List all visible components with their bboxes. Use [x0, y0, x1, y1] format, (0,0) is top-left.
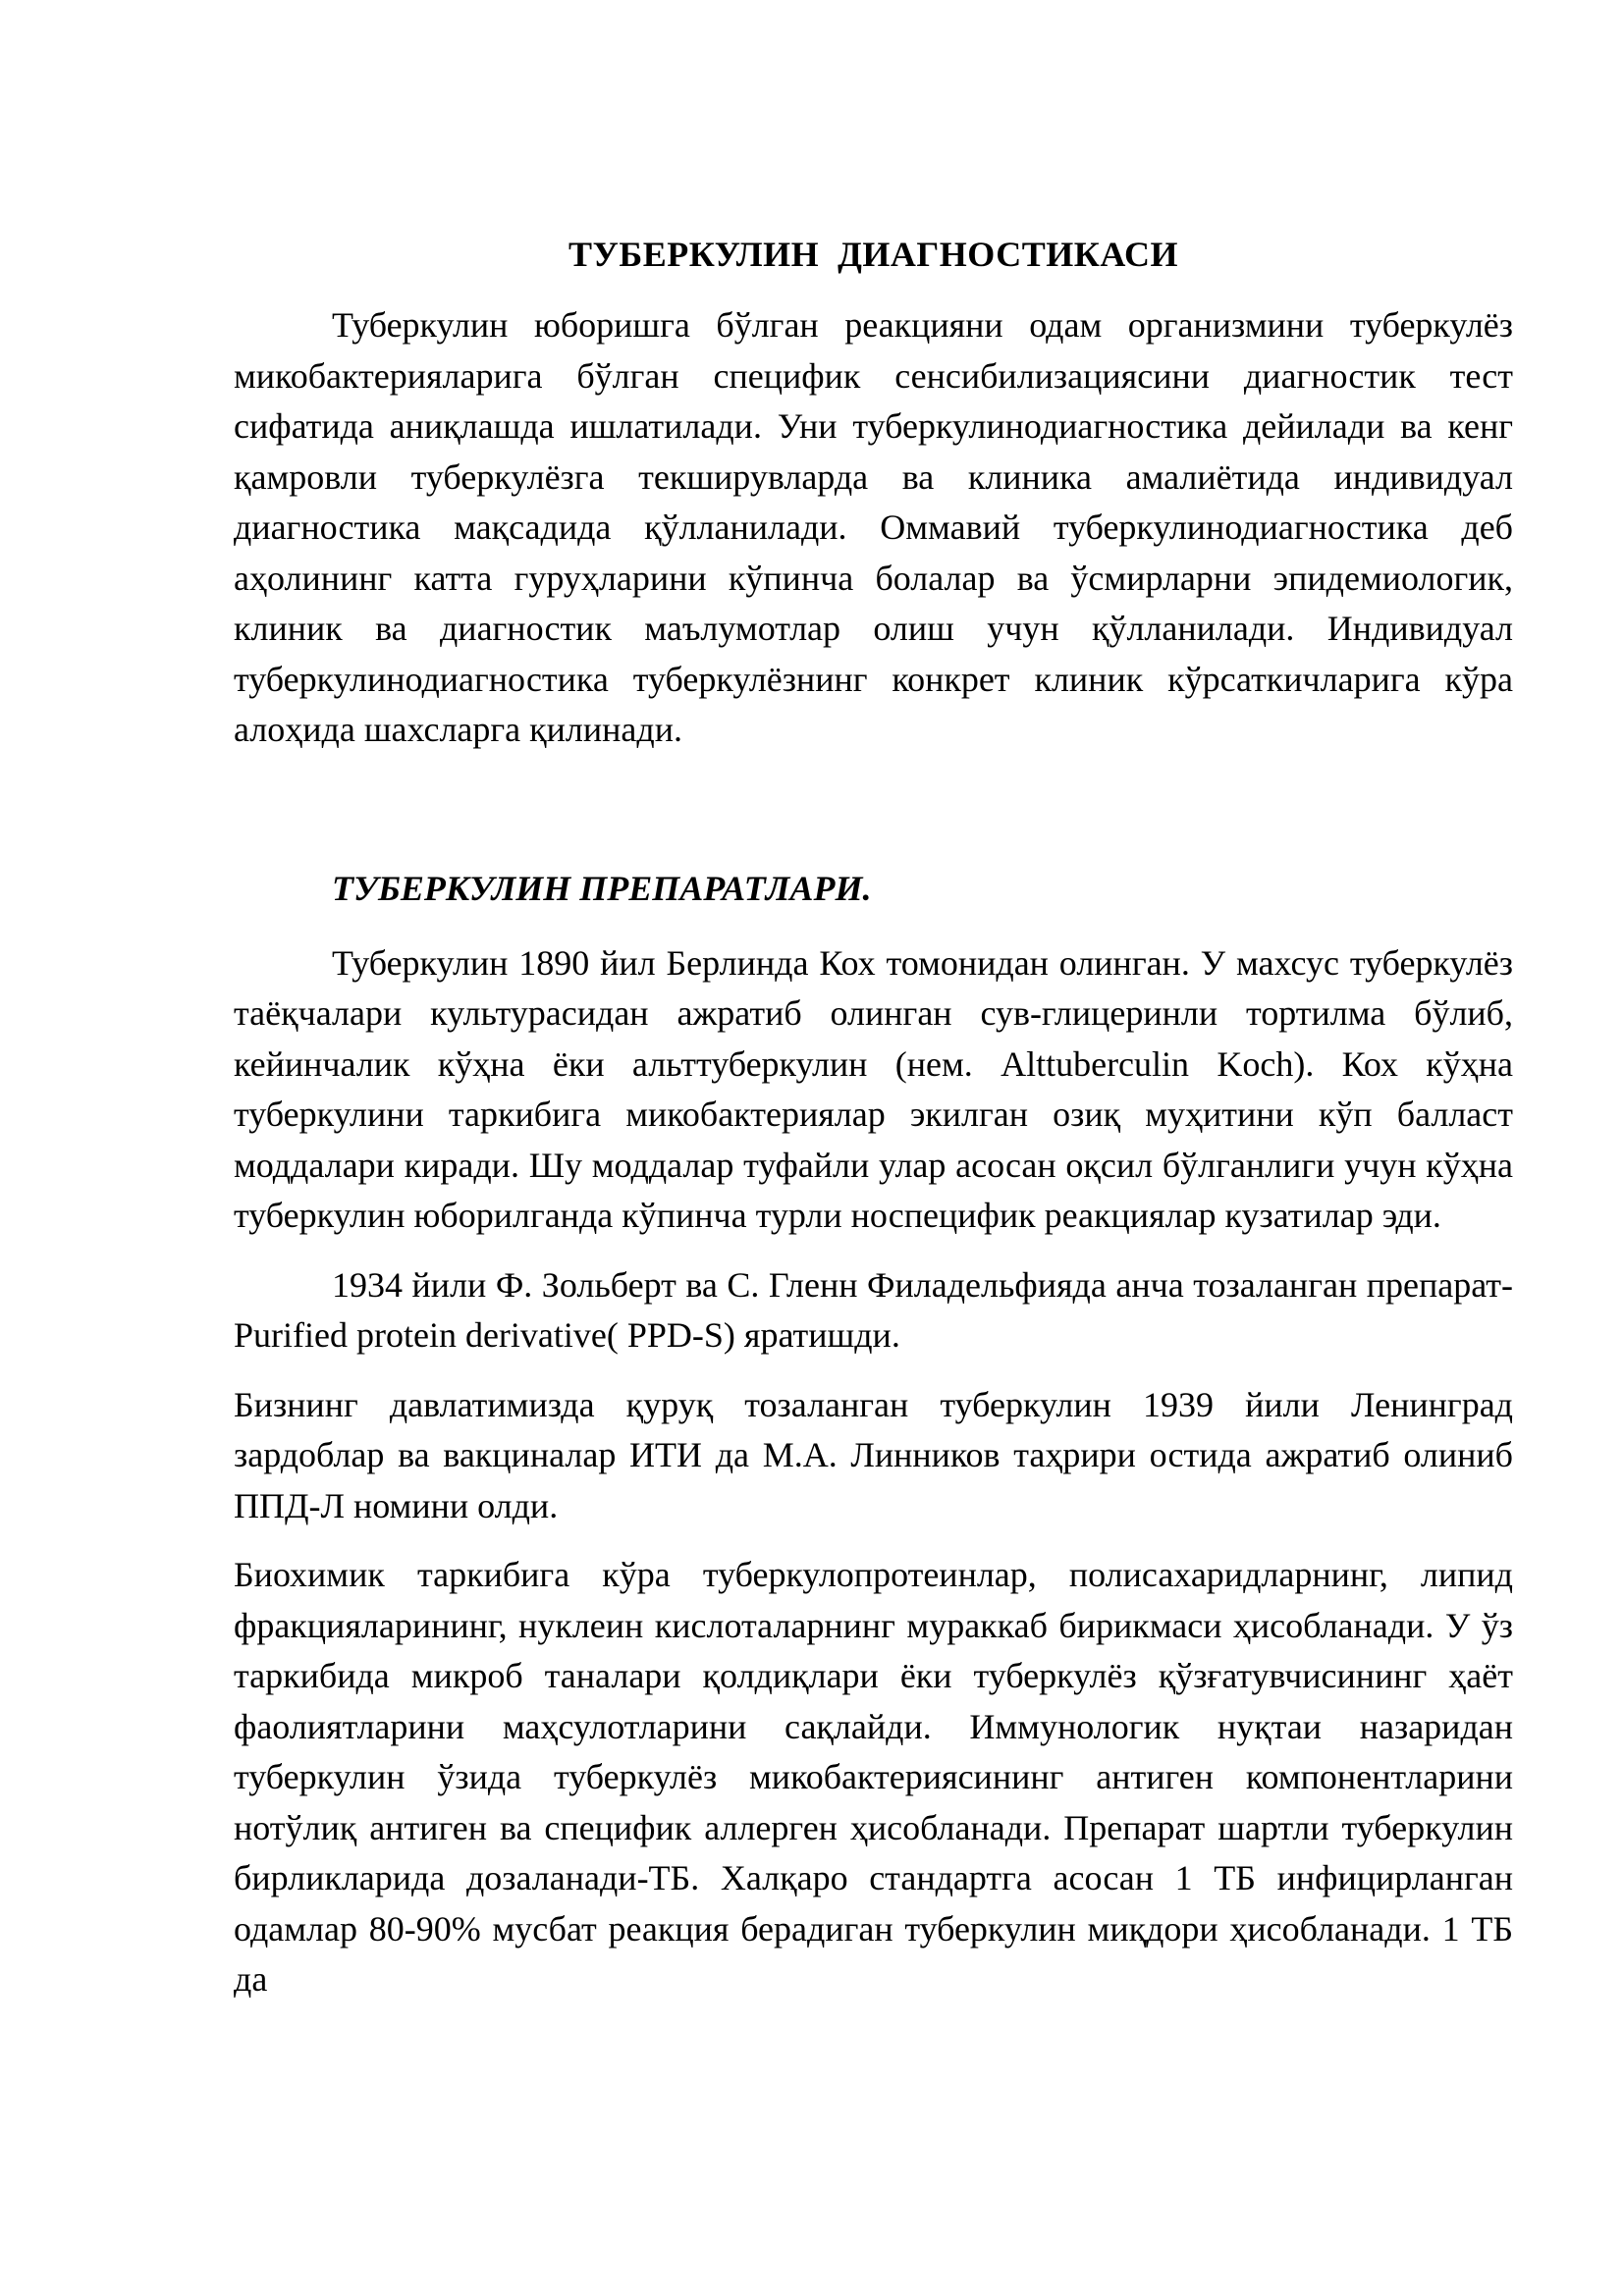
page-title: ТУБЕРКУЛИН ДИАГНОСТИКАСИ: [568, 235, 1179, 274]
paragraph-ppd-l: Бизнинг давлатимизда қуруқ тозаланган туберкулин 1939 йили Ленинград зардоблар ва вакциналар ИТИ да М.А. Линников таҳрири остида ажратиб олиниб ППД-Л номини олди.: [234, 1384, 1513, 1525]
paragraph-biochemistry: Биохимик таркибига кўра туберкулопротеинлар, полисахаридларнинг, липид фракцияларининг, нуклеин кислоталарнинг мураккаб бирикмаси ҳисобланади. У ўз таркибида микроб таналари қолдиқлари ёки туберкулёз қўзғатувчисининг ҳаёт фаолиятларини маҳсулотларини сақлайди. Иммунологик нуқтаи назаридан туберкулин ўзида туберкулёз микобактериясининг антиген компонентларини нотўлиқ антиген ва специфик аллерген ҳисобланади. Препарат шартли туберкулин бирликларида дозаланади-ТБ. Халқаро стандартга асосан 1 ТБ инфицирланган одамлар 80-90% мусбат реакция берадиган туберкулин миқдори ҳисобланади. 1 ТБ да: [234, 1555, 1513, 1999]
section-heading: ТУБЕРКУЛИН ПРЕПАРАТЛАРИ.: [332, 868, 872, 908]
paragraph-ppd-s: 1934 йили Ф. Зольберт ва С. Гленн Филадельфияда анча тозаланган препарат- Purified protein derivative( PPD-S) яратишди.: [234, 1264, 1513, 1355]
intro-paragraph: Туберкулин юборишга бўлган реакцияни одам организмини туберкулёз микобактерияларига бўлган специфик сенсибилизациясини диагностик тест сифатида аниқлашда ишлатилади. Уни туберкулинодиагностика дейилади ва кенг қамровли туберкулёзга текширувларда ва клиника амалиётида индивидуал диагностика мақсадида қўлланилади. Оммавий туберкулинодиагностика деб аҳолининг катта гуруҳларини кўпинча болалар ва ўсмирларни эпидемиологик, клиник ва диагностик маълумотлар олиш учун қўлланилади. Индивидуал туберкулинодиагностика туберкулёзнинг конкрет клиник кўрсаткичларига кўра алоҳида шахсларга қилинади.: [234, 305, 1513, 749]
paragraph-tuberculin-history: Туберкулин 1890 йил Берлинда Кох томонидан олинган. У махсус туберкулёз таёқчалари культурасидан ажратиб олинган сув-глицеринли тортилма бўлиб, кейинчалик кўҳна ёки альттуберкулин (нем. Alttuberculin Koch). Кох кўҳна туберкулини таркибига микобактериялар экилган озиқ муҳитини кўп балласт моддалари киради. Шу моддалар туфайли улар асосан оқсил бўлганлиги учун кўҳна туберкулин юборилганда кўпинча турли носпецифик реакциялар кузатилар эди.: [234, 942, 1513, 1235]
